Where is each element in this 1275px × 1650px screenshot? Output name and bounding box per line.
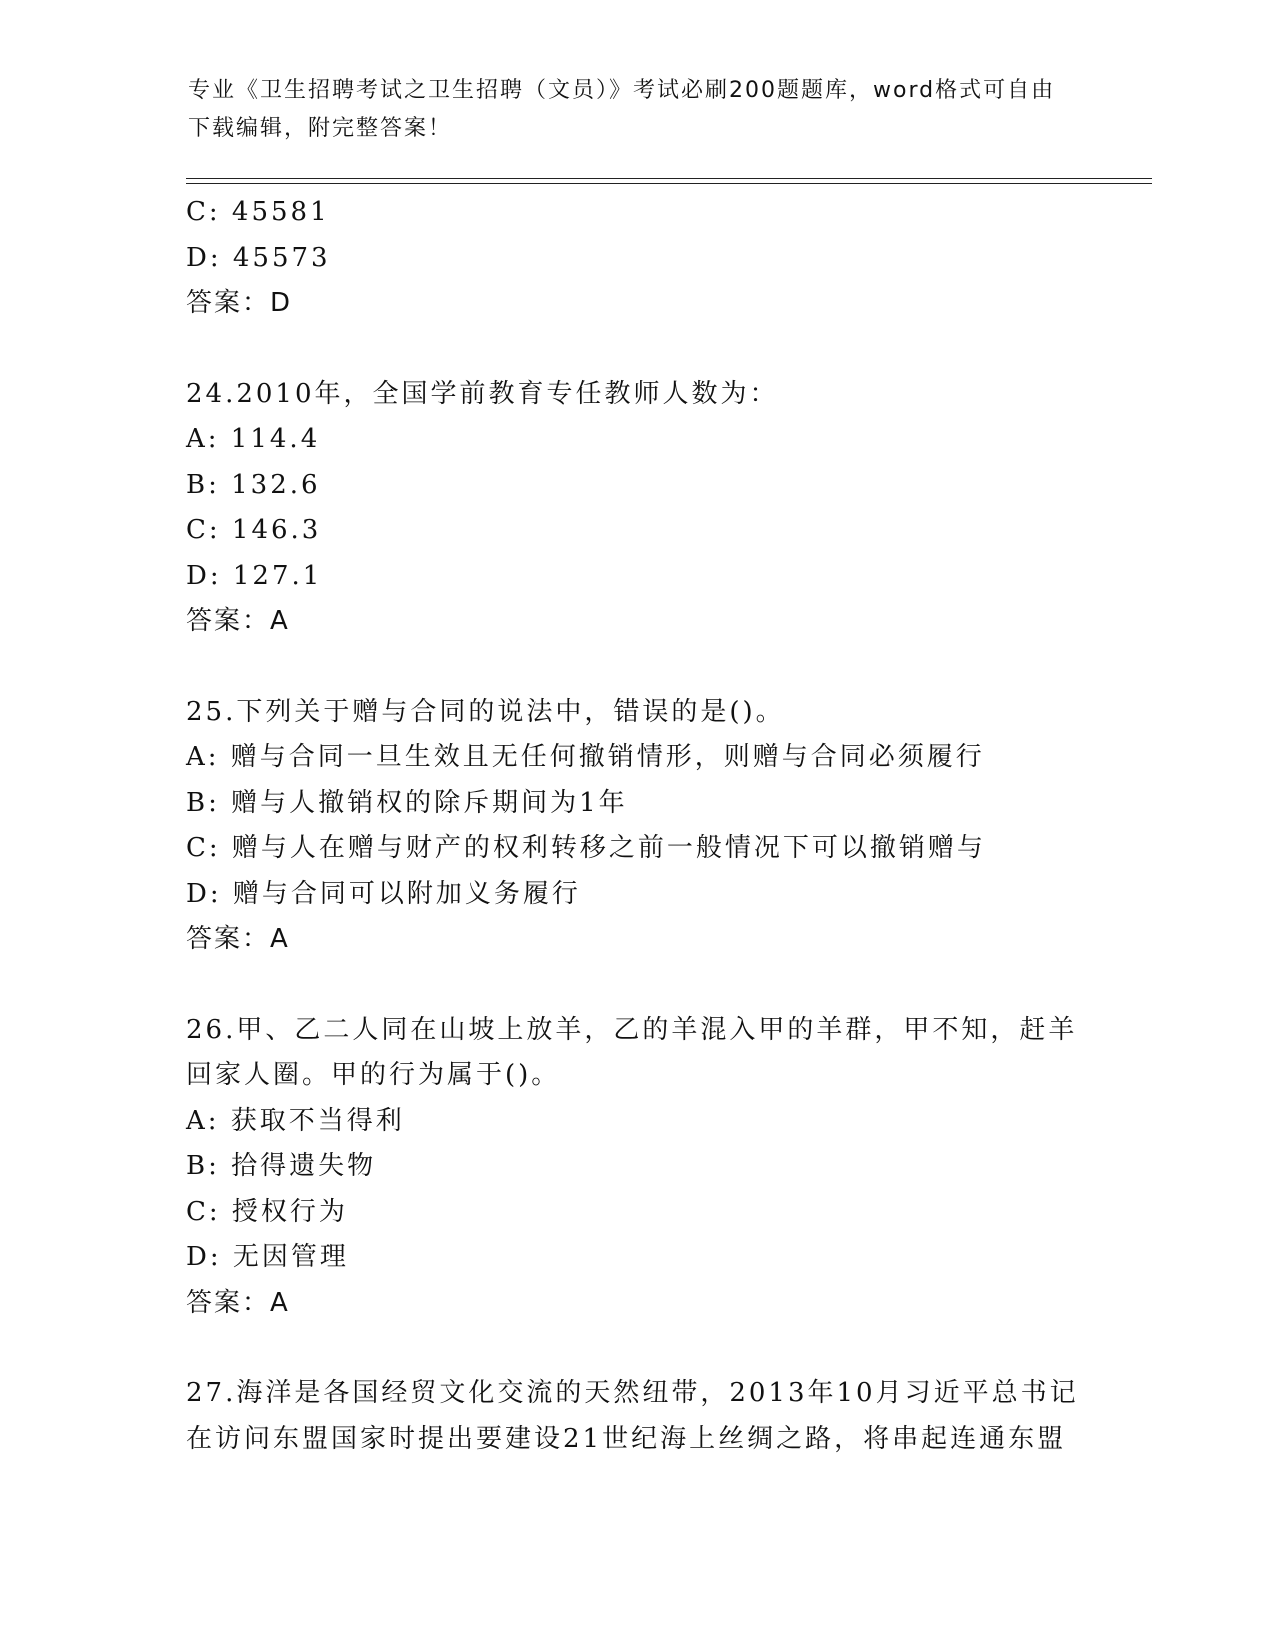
question-25 (186, 690, 1086, 963)
option-a: A: 114.4 (186, 424, 321, 454)
option-b: B: 赠与人撤销权的除斥期间为1年 (186, 787, 628, 818)
option-b: B: 拾得遗失物 (186, 1151, 377, 1181)
option-d: D: 45573 (186, 242, 331, 273)
question-text: 27.海洋是各国经贸文化交流的天然纽带，2013年10月习近平总书记在访问东盟国家时提出要建设21世纪海上丝绸之路，将串起连通东盟 (186, 1378, 1079, 1454)
option-d: D: 无因管理 (186, 1242, 349, 1272)
option-a: A: 赠与合同一旦生效且无任何撤销情形，则赠与合同必须履行 (186, 742, 985, 772)
option-c: C: 授权行为 (186, 1196, 348, 1227)
question-text: 25.下列关于赠与合同的说法中，错误的是()。 (186, 696, 785, 727)
option-c: C: 45581 (186, 197, 330, 227)
question-23-tail (186, 190, 1086, 327)
question-list (186, 190, 1086, 1462)
option-b: B: 132.6 (186, 469, 321, 500)
option-d: D: 127.1 (186, 560, 323, 591)
header-text: 专业《卫生招聘考试之卫生招聘（文员）》考试必刷200题题库，word格式可自由下载编辑，附完整答案！ (188, 78, 1056, 141)
answer: 答案：A (186, 1287, 290, 1318)
header-rule-top (186, 178, 1152, 179)
spacer (186, 327, 1086, 372)
spacer (186, 1326, 1086, 1371)
question-24 (186, 372, 1086, 645)
spacer (186, 645, 1086, 690)
document-header (188, 72, 1068, 148)
header-rule-bottom (186, 183, 1152, 184)
question-26 (186, 1008, 1086, 1327)
option-c: C: 赠与人在赠与财产的权利转移之前一般情况下可以撤销赠与 (186, 833, 986, 863)
answer: 答案：A (186, 606, 290, 636)
option-d: D: 赠与合同可以附加义务履行 (186, 878, 581, 909)
question-text: 24.2010年，全国学前教育专任教师人数为： (186, 378, 779, 409)
question-27 (186, 1371, 1086, 1462)
option-c: C: 146.3 (186, 515, 322, 545)
spacer (186, 963, 1086, 1008)
answer: 答案：A (186, 924, 290, 954)
question-text: 26.甲、乙二人同在山坡上放羊，乙的羊混入甲的羊群，甲不知，赶羊回家人圈。甲的行为属于()。 (186, 1014, 1078, 1090)
answer: 答案：D (186, 288, 293, 318)
option-a: A: 获取不当得利 (186, 1105, 405, 1136)
